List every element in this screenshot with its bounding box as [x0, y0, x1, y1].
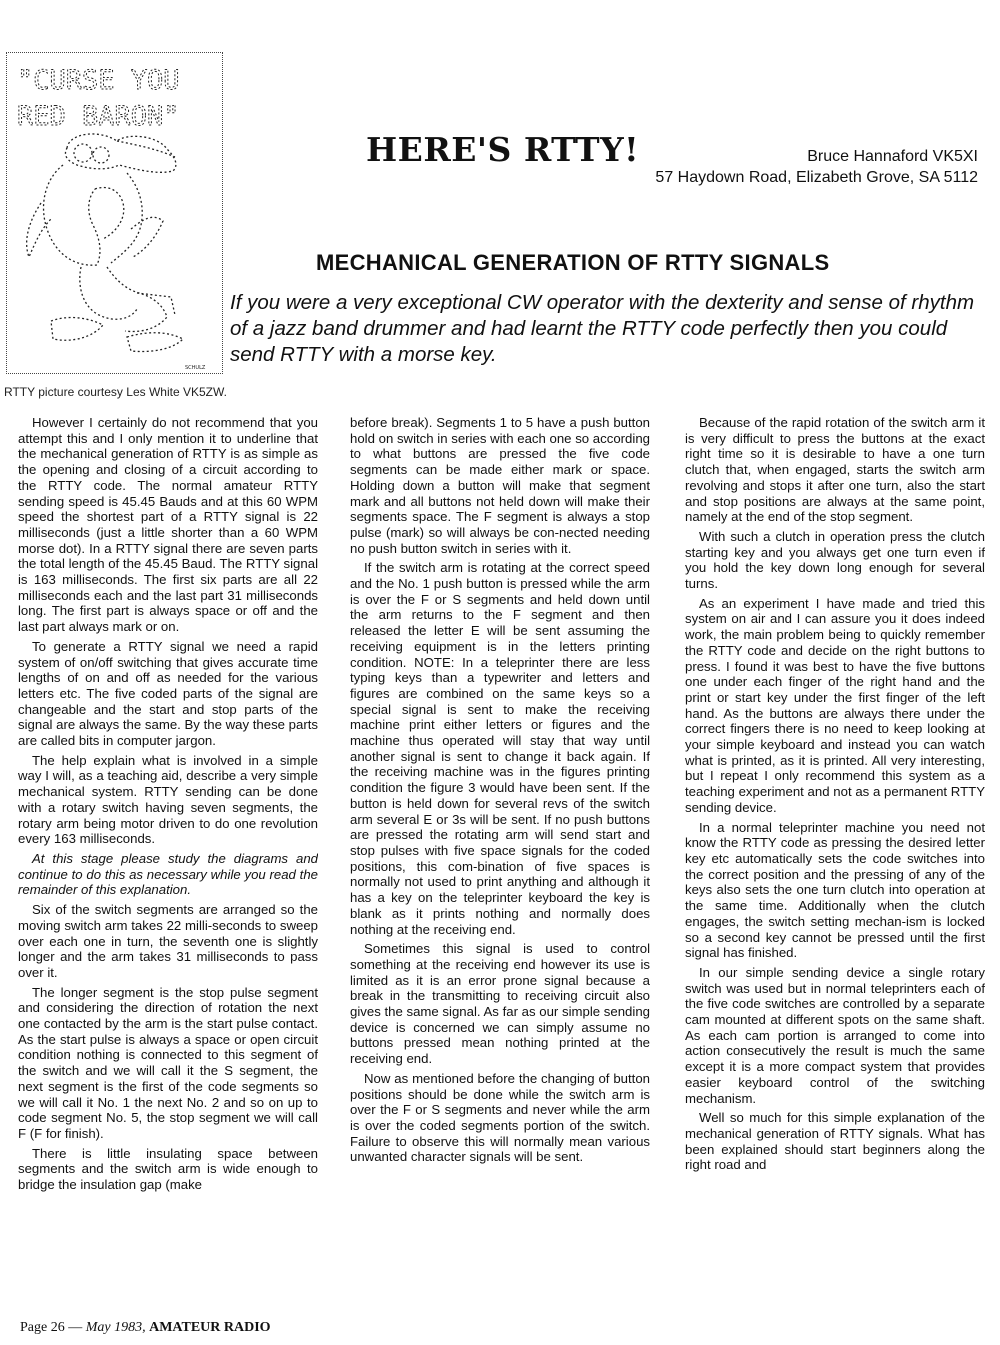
author-name: Bruce Hannaford VK5XI [807, 148, 978, 165]
footer-date: May 1983, [85, 1320, 146, 1335]
paragraph: To generate a RTTY signal we need a rapid system of on/off switching that gives accurate time lengths of on and off as needed for the various letters etc. The five coded parts of the signal are changeable and the start and stop parts of the signal are always the same. By the way these parts are called bits in computer jargon. [18, 638, 318, 749]
figure-caption: RTTY picture courtesy Les White VK5ZW. [4, 385, 227, 399]
paragraph: The help explain what is involved in a simple way I will, as a teaching aid, describe a very simple mechanical system. RTTY sending can be done with a rotary switch having seven segments, the rotary arm being motor driven to do one revolution every 163 milliseconds. [18, 752, 318, 847]
art-banner-line2: RED BARON" [17, 101, 180, 132]
paragraph: Well so much for this simple explanation of the mechanical generation of RTTY signals. What has been explained should start beginners along the right road and [685, 1110, 985, 1173]
paragraph: There is little insulating space between segments and the switch arm is wide enough to bridge the insulation gap (make [18, 1145, 318, 1193]
art-snoopy-drawing [27, 134, 183, 352]
author-address: 57 Haydown Road, Elizabeth Grove, SA 5112 [655, 169, 978, 186]
paragraph: As an experiment I have made and tried this system on air and I can assure you it does indeed work, the main problem being to quickly remember the RTTY code and decide on the right buttons to press. I found it was best to have the five buttons one under each finger of the right hand and the print or start key under the first finger of the left hand. As the buttons are always there under the correct fingers there is no need to keep looking at your simple keyboard and instead you can watch what is printed, as it is printed. All very interesting, but I repeat I only recommend this system as a teaching experiment and not as a permanent RTTY sending device. [685, 595, 985, 815]
paragraph: The longer segment is the stop pulse segment and considering the direction of rotation the next one contacted by the arm is the start pulse contact. As the start pulse is always a space or open circuit condition nothing is connected to this segment of the switch and we will call it the S segment, the next segment is the first of the code segments so we will call it No. 1 the next No. 2 and so on up to code segment No. 5, the stop segment we will call F (F for finish). [18, 984, 318, 1141]
paragraph: In a normal teleprinter machine you need not know the RTTY code as pressing the desired letter key etc automatically sets the code switches into the correct position and the pressing of any of the keys also sets the one turn clutch into operation at the same time. Additionally when the clutch engages, the switch setting mechan-ism is locked so a second key cannot be pressed until the first signal has finished. [685, 819, 985, 961]
page-footer [20, 1320, 271, 1336]
paragraph: Six of the switch segments are arranged so the moving switch arm takes 22 milli-seconds to sweep over each one in turn, the seventh one is slightly longer and the arm takes 31 milliseconds to pass over it. [18, 902, 318, 980]
paragraph: In our simple sending device a single rotary switch was used but in normal teleprinters each of the five code switches are controlled by a separate cam mounted at different spots on the same shaft. As each cam portion is arranged to come into action consecutively the result is much the same except it is a more compact system that provides easier keyboard control of the switching mechanism. [685, 964, 985, 1106]
snoopy-rtty-art [7, 53, 222, 373]
paragraph: If the switch arm is rotating at the correct speed and the No. 1 push button is pressed while the arm is over the F or S segments and held down until the arm returns to the F segment and then released the letter E will be sent assuming the receiving equipment is in the letters printing condition. NOTE: In a teleprinter there are less typing keys than a typewriter and letters and figures are combined on the same keys so a special signal is sent to make the receiving machine print either letters or figures and the machine thus operated will stay that way until another signal is sent to change it back again. If the receiving machine was in the figures printing condition the figure 3 would have been sent. If the button is held down for several revs of the switch arm several E or 3s will be sent. If no push buttons are pressed the rotating arm will send start and stop pulses with five space signals for the coded positions, this com-bination of five spaces is normally not used to print anything and although it has a key on the teleprinter keyboard the key is blank as it prints nothing and normally does nothing at the receiving end. [350, 560, 650, 937]
paragraph: Because of the rapid rotation of the switch arm it is very difficult to press the buttons at the exact right time so it is desirable to have a one turn clutch that, when engaged, starts the switch arm revolving and stops it after one turn, also the start and stop positions are always at the same point, namely at the end of the stop segment. [685, 415, 985, 525]
article-title: HERE'S RTTY! [366, 130, 640, 169]
footer-page-number: Page 26 — [20, 1320, 83, 1335]
body-column-1 [18, 415, 318, 1315]
paragraph: Now as mentioned before the changing of button positions should be done while the switch arm is over the F or S segments and never while the arm is over the coded segments portion of the switch. Failure to observe this will normally mean various unwanted character signals will be sent. [350, 1070, 650, 1165]
body-column-3 [685, 415, 985, 1315]
paragraph: With such a clutch in operation press the clutch starting key and you always get one turn even if you hold the key down long enough for several turns. [685, 528, 985, 592]
article-subtitle: MECHANICAL GENERATION OF RTTY SIGNALS [316, 250, 830, 275]
article-lead: If you were a very exceptional CW operator with the dexterity and sense of rhythm of a jazz band drummer and had learnt the RTTY code perfectly then you could send RTTY with a morse key. [230, 291, 975, 366]
paragraph: Sometimes this signal is used to control something at the receiving end however its use is limited as it is an error prone signal because a break in the transmitting to receiving circuit also gives the same signal. As far as our simple sending device is concerned we can simply assume no buttons pressed mean nothing printed at the receiving end. [350, 941, 650, 1067]
paragraph-italic-note: At this stage please study the diagrams and continue to do this as necessary while you read the remainder of this explanation. [18, 850, 318, 898]
footer-magazine: AMATEUR RADIO [149, 1320, 271, 1335]
author-block [618, 146, 978, 188]
art-signature: SCHULZ [185, 365, 206, 371]
paragraph: before break). Segments 1 to 5 have a push button hold on switch in series with each one so according to what buttons are pressed the five code segments can be made either mark or space. Holding down a button will make that segment mark and all buttons not held down will make their segments space. The F segment is always a stop pulse (mark) so will always be con-nected needing no push button switch in series with it. [350, 415, 650, 556]
art-banner-line1: "CURSE YOU [17, 65, 180, 96]
rtty-art-figure [6, 52, 223, 374]
body-column-2 [350, 415, 650, 1315]
paragraph: However I certainly do not recommend that you attempt this and I only mention it to underline that the mechanical generation of RTTY is as simple as the opening and closing of a circuit according to the RTTY code. The normal amateur RTTY sending speed is 45.45 Bauds and at this 60 WPM speed the shortest part of a RTTY signal is 22 milliseconds (just a little shorter than a 60 WPM morse dot). In a RTTY signal there are seven parts the total length of the 45.45 Baud. The RTTY signal is 163 milliseconds. The first six parts are all 22 milliseconds each and the last part 31 milliseconds long. The first part is always space or off and the last part always mark or on. [18, 415, 318, 635]
